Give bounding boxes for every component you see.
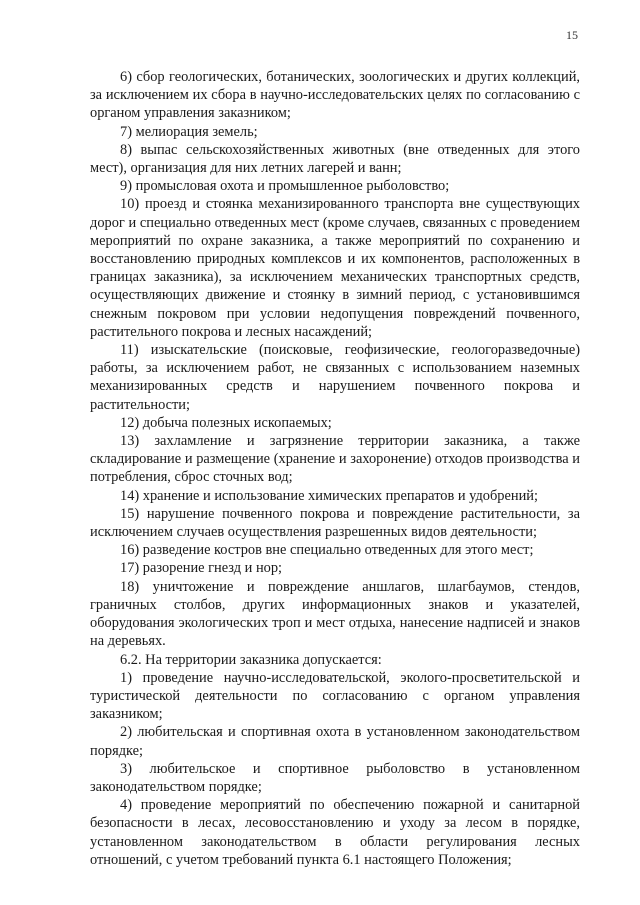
section-heading: 6.2. На территории заказника допускается: [120, 651, 382, 668]
paragraph: 1) проведение научно-исследовательской, эколого-просветительской и туристической деятельности по согласованию с органом управления заказником; [90, 669, 580, 723]
paragraph: 15) нарушение почвенного покрова и повреждение растительности, за исключением случаев осуществления разрешенных видов деятельности; [90, 505, 580, 541]
paragraph: 13) захламление и загрязнение территории заказника, а также складирование и размещение (хранение и захоронение) отходов производства и потребления, сброс сточных вод; [90, 433, 580, 486]
paragraph: 8) выпас сельскохозяйственных животных (вне отведенных для этого мест), организация для них летних лагерей и ванн; [90, 141, 580, 177]
paragraph: 14) хранение и использование химических препаратов и удобрений; [120, 487, 538, 504]
paragraph: 3) любительское и спортивное рыболовство в установленном законодательством порядке; [90, 760, 580, 795]
paragraph: 2) любительская и спортивная охота в установленном законодательством порядке; [90, 724, 580, 759]
document-body [90, 68, 580, 869]
paragraph: 12) добыча полезных ископаемых; [120, 414, 332, 431]
paragraph: 4) проведение мероприятий по обеспечению пожарной и санитарной безопасности в лесах, лесовосстановлению и уходу за лесом в порядке, установленном законодательством в области регулирования лесных отношений, с учетом требований пункта 6.1 настоящего Положения; [90, 797, 580, 868]
paragraph: 7) мелиорация земель; [120, 123, 258, 140]
paragraph: 9) промысловая охота и промышленное рыболовство; [120, 178, 450, 195]
paragraph: 18) уничтожение и повреждение аншлагов, шлагбаумов, стендов, граничных столбов, других информационных знаков и указателей, оборудования экологических троп и мест отдыха, нанесение надписей и знаков на деревьях. [90, 578, 580, 650]
paragraph: 17) разорение гнезд и нор; [120, 560, 283, 577]
paragraph: 16) разведение костров вне специально отведенных для этого мест; [120, 542, 534, 559]
page-number: 15 [566, 28, 578, 42]
paragraph: 10) проезд и стоянка механизированного транспорта вне существующих дорог и специально отведенных мест (кроме случаев, связанных с проведением мероприятий по охране заказника, а также мероприятий по сохранению и восстановлению природных комплексов и их компонентов, расположенных в границах заказника), за исключением механических транспортных средств, осуществляющих движение и стоянку в зимний период, с установившимся снежным покровом при условии недопущения повреждений почвенного, растительного покрова и лесных насаждений; [90, 196, 580, 340]
paragraph: 11) изыскательские (поисковые, геофизические, геологоразведочные) работы, за исключением работ, не связанных с использованием наземных механизированных средств и нарушением почвенного покрова и растительности; [90, 342, 580, 413]
paragraph: 6) сбор геологических, ботанических, зоологических и других коллекций, за исключением их сбора в научно-исследовательских целях по согласованию с органом управления заказником; [90, 69, 580, 122]
